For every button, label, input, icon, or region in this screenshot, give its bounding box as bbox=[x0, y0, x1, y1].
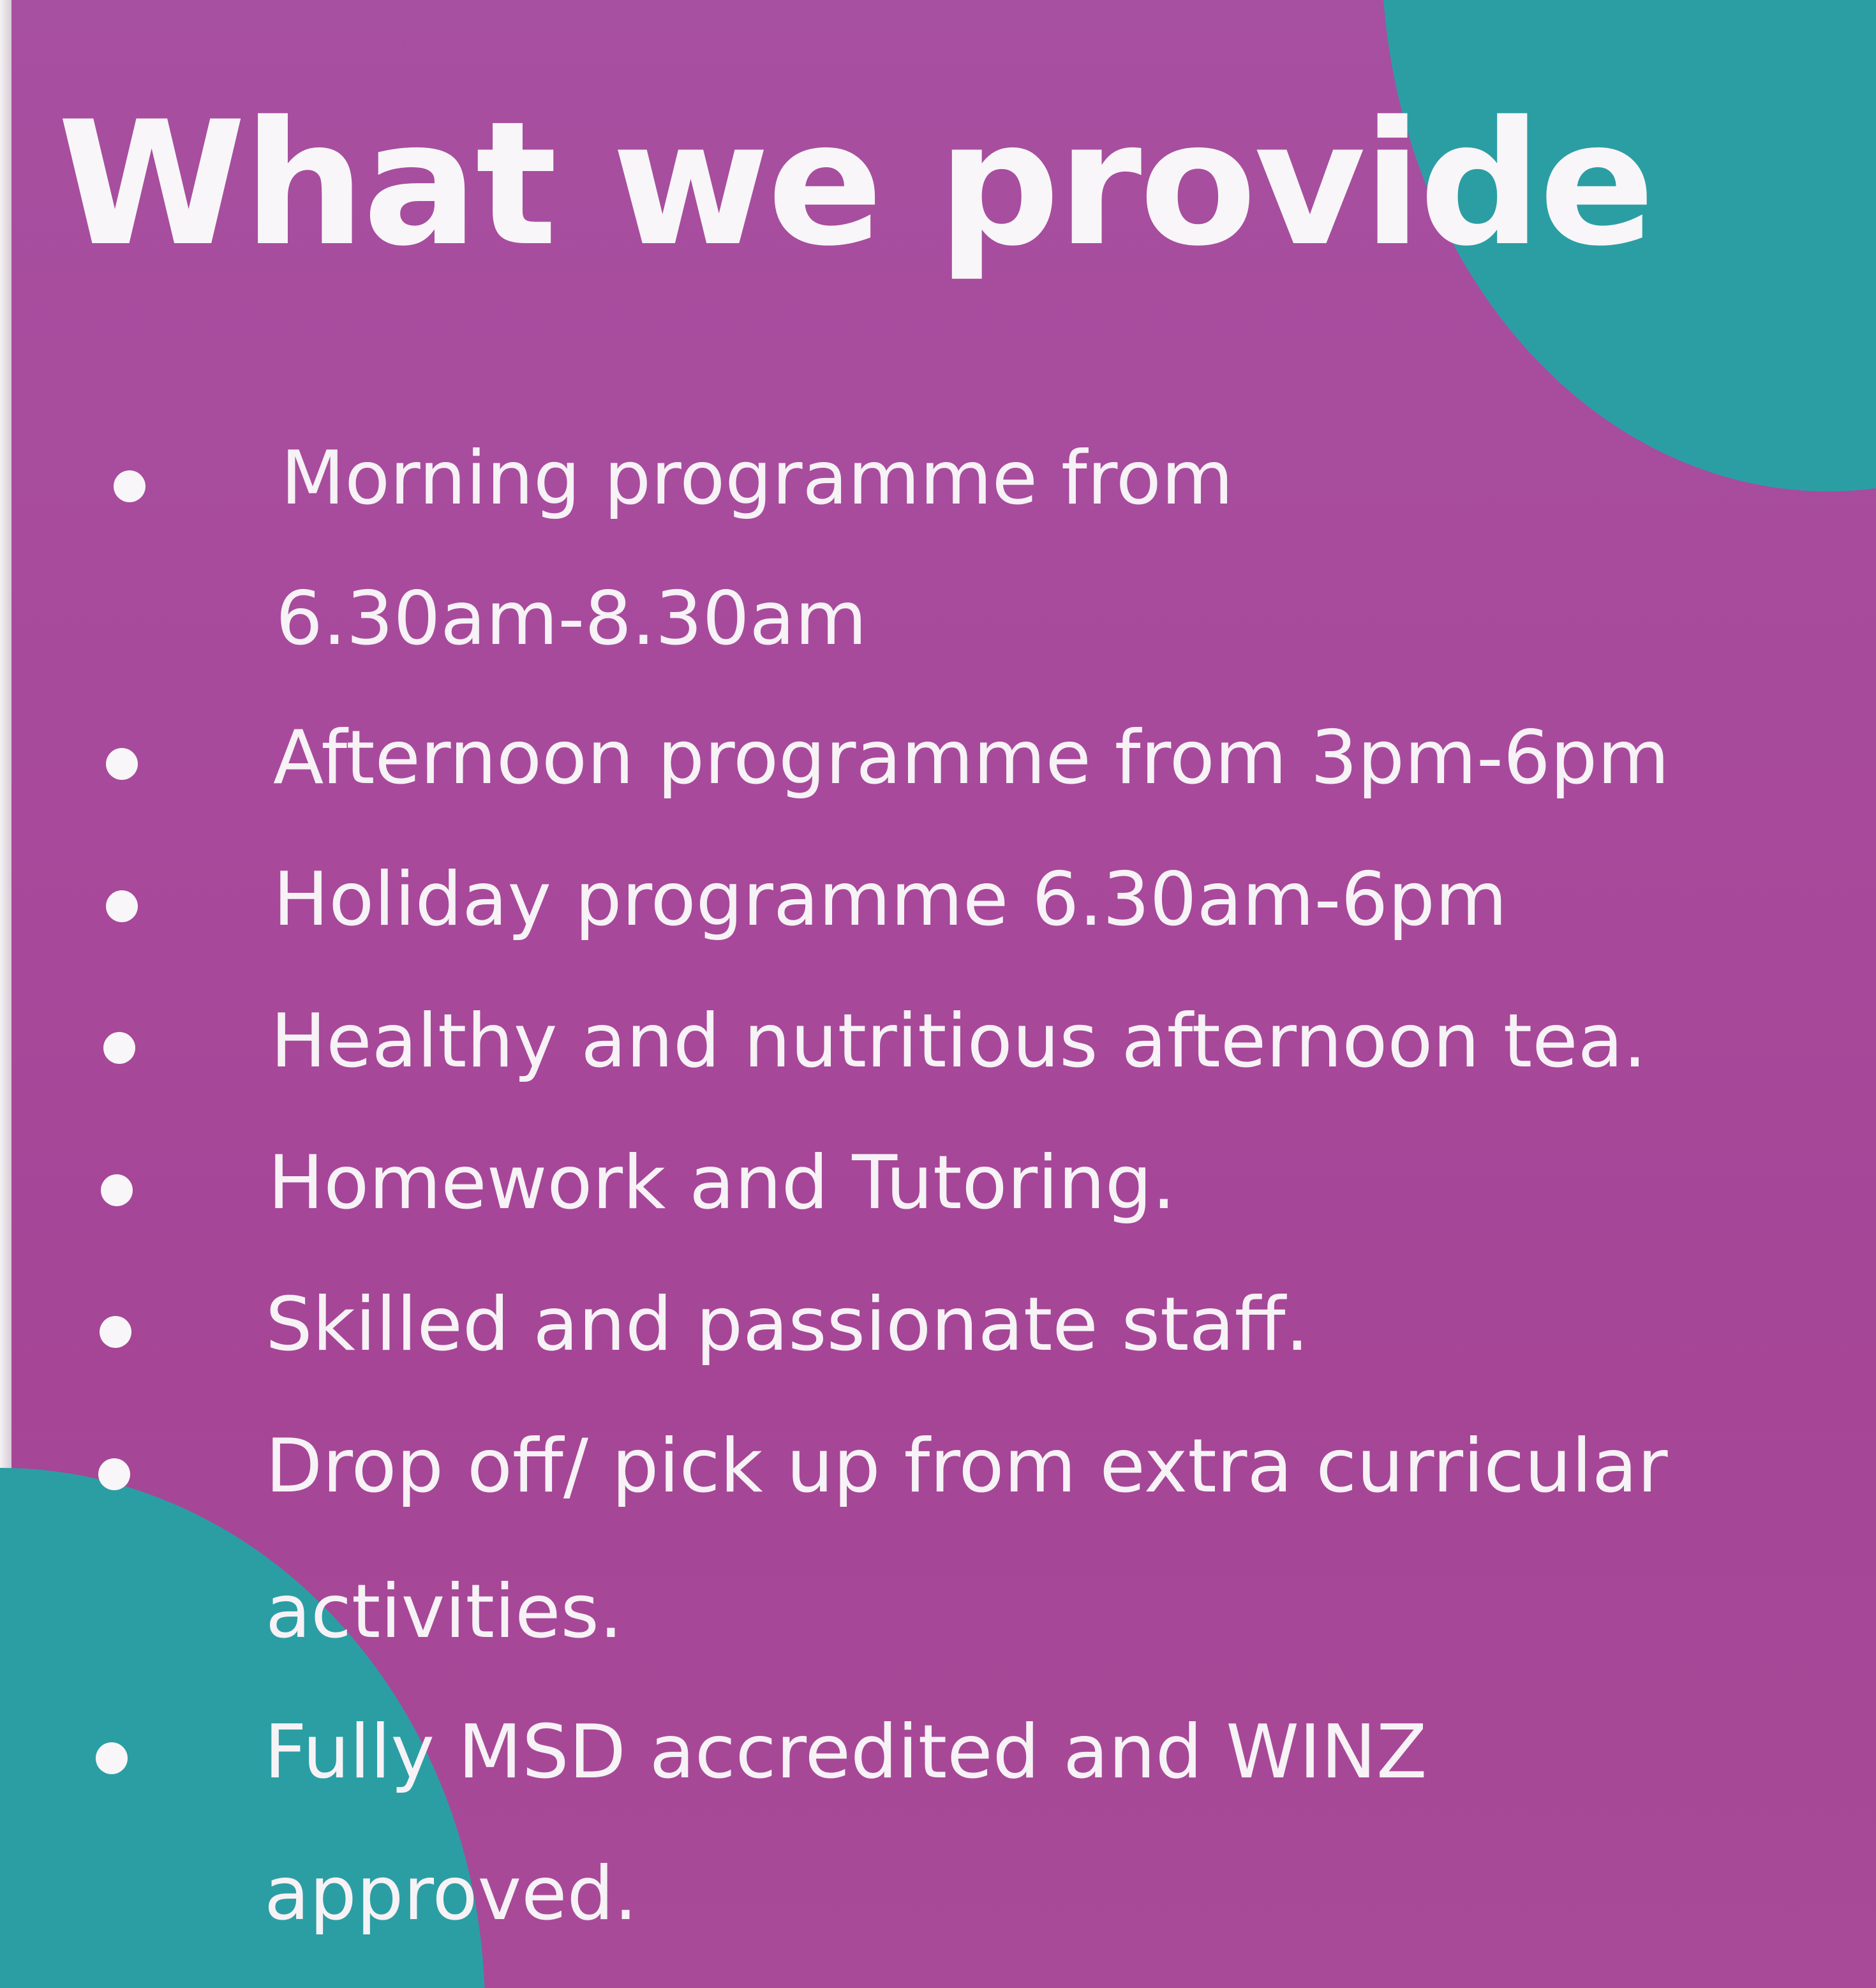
list-item-text: Homework and Tutoring. bbox=[268, 1140, 1176, 1226]
list-item-text: Skilled and passionate staff. bbox=[265, 1282, 1309, 1368]
bullet-icon bbox=[96, 1742, 128, 1774]
list-item-text: approved. bbox=[264, 1851, 637, 1937]
bullet-icon bbox=[103, 1032, 135, 1064]
list-item-text: Fully MSD accredited and WINZ bbox=[264, 1709, 1427, 1795]
bullet-icon bbox=[101, 1174, 133, 1206]
list-item-text: Drop off/ pick up from extra curricular bbox=[265, 1423, 1668, 1509]
bullet-icon bbox=[114, 470, 145, 502]
list-item-text: Healthy and nutritious afternoon tea. bbox=[271, 998, 1647, 1084]
list-item-text: 6.30am-8.30am bbox=[276, 576, 867, 662]
bullet-icon bbox=[106, 748, 138, 780]
list-item-text: activities. bbox=[265, 1569, 623, 1655]
list-item-text: Morning programme from bbox=[281, 435, 1233, 521]
list-item-text: Holiday programme 6.30am-6pm bbox=[273, 856, 1507, 943]
bullet-icon bbox=[98, 1458, 130, 1490]
page-title: What we provide bbox=[57, 85, 1653, 284]
list-item-text: Afternoon programme from 3pm-6pm bbox=[273, 715, 1670, 801]
bullet-icon bbox=[106, 890, 138, 922]
bullet-icon bbox=[100, 1316, 131, 1348]
